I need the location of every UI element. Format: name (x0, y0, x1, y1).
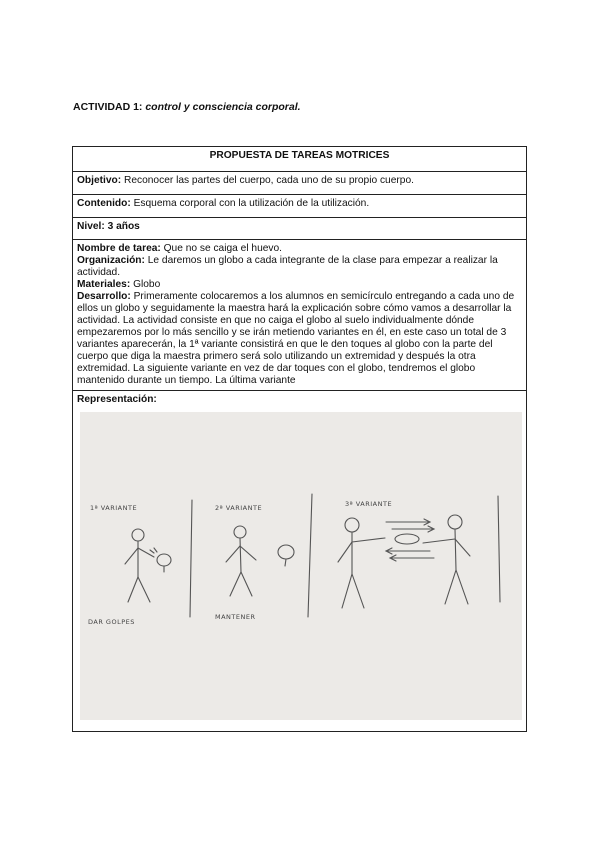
nombre-line (77, 243, 522, 255)
contenido-label: Contenido: (77, 198, 131, 209)
materiales-line (77, 279, 522, 291)
materiales-label: Materiales: (77, 279, 131, 290)
materiales-text: Globo (130, 279, 161, 290)
stick-figure-3-left (338, 518, 385, 608)
sketch-svg (80, 412, 522, 720)
representacion-label: Representación: (77, 394, 157, 405)
table-title: PROPUESTA DE TAREAS MOTRICES (73, 147, 527, 172)
balloon-1 (150, 548, 171, 572)
caption-2: MANTENER (215, 613, 256, 621)
desarrollo-line (77, 291, 522, 387)
nivel-cell: Nivel: 3 años (73, 218, 527, 240)
descripcion-cell (73, 240, 527, 391)
divider-line-1 (190, 500, 192, 617)
divider-line-2 (308, 494, 312, 617)
representation-drawing (80, 412, 522, 720)
objetivo-label: Objetivo: (77, 175, 122, 186)
activity-heading-title: control y consciencia corporal. (145, 101, 301, 113)
nombre-text: Que no se caiga el huevo. (160, 243, 282, 254)
desarrollo-text: Primeramente colocaremos a los alumnos en semicírculo entregando a cada uno de ellos un globo y seguidamente la maestra hará la explicación sobre cómo vamos a desarrollar la actividad. La actividad consiste en que no caiga el globo al suelo individualmente dónde empezaremos por lo más sencillo y se irán metiendo variantes en él, en este caso un total de 3 variantes aparecerán, la 1ª variante consistirá en que le den toques al globo con la parte del cuerpo que diga la maestra primero será solo utilizando un extremidad y después la otra extremidad. La siguiente variante en vez de dar toques con el globo, tendremos el globo mantenido durante un tiempo. La última variante (77, 291, 515, 386)
tasks-table (72, 146, 527, 732)
representacion-cell (73, 391, 527, 732)
balloon-2 (278, 545, 294, 566)
caption-1: DAR GOLPES (88, 618, 135, 626)
variante-3-label: 3ª VARIANTE (345, 500, 393, 508)
contenido-text: Esquema corporal con la utilización de la utilización. (130, 198, 370, 209)
objetivo-text: Reconocer las partes del cuerpo, cada uno de su propio cuerpo. (121, 175, 414, 186)
arrows (386, 519, 434, 561)
organizacion-label: Organización: (77, 255, 145, 266)
activity-heading-prefix: ACTIVIDAD 1: (73, 101, 146, 113)
activity-heading (73, 101, 301, 113)
organizacion-text: Le daremos un globo a cada integrante de la clase para empezar a realizar la actividad. (77, 255, 498, 278)
organizacion-line (77, 255, 522, 279)
stick-figure-1 (125, 529, 154, 602)
stick-figure-3-right (423, 515, 470, 604)
variante-1-label: 1ª VARIANTE (90, 504, 138, 512)
divider-line-3 (498, 496, 500, 602)
balloon-3 (395, 534, 419, 544)
nombre-label: Nombre de tarea: (77, 243, 161, 254)
variante-2-label: 2ª VARIANTE (215, 504, 263, 512)
stick-figure-2 (226, 526, 256, 596)
contenido-cell (73, 195, 527, 218)
desarrollo-label: Desarrollo: (77, 291, 131, 302)
objetivo-cell (73, 172, 527, 195)
